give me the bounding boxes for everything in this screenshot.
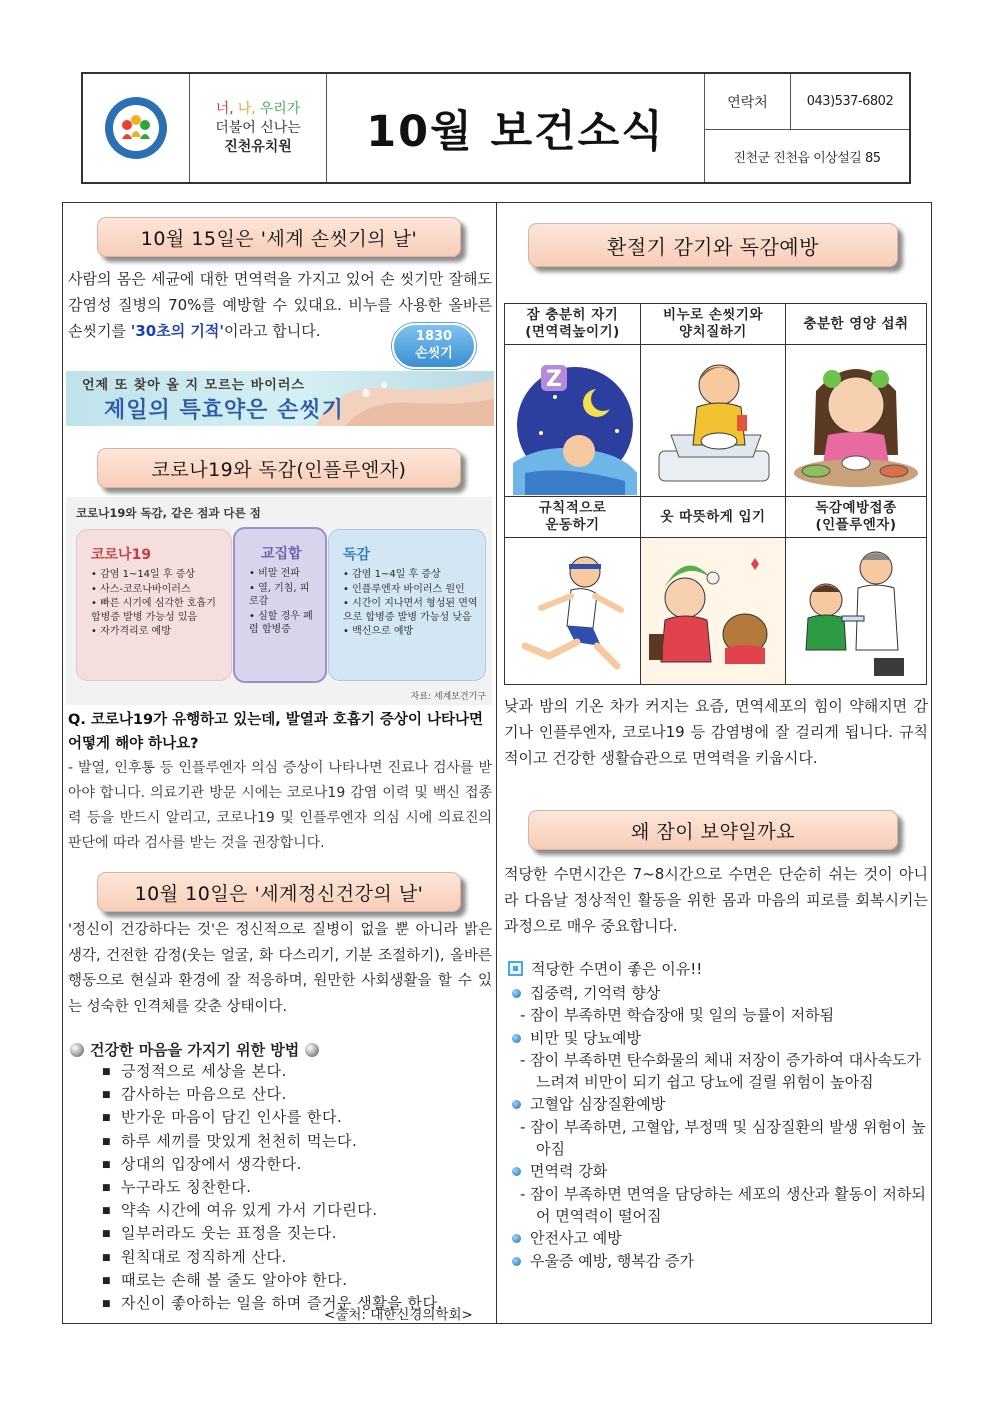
reason-title: 우울증 예방, 행복감 증가 — [508, 1250, 928, 1272]
cell-vaccination: 독감예방접종 (인플루엔자) — [786, 497, 926, 538]
covid-item: • 사스-코로나바이러스 — [91, 583, 225, 597]
badge-text: 손씻기 — [415, 346, 453, 361]
flu-item: • 백신으로 예방 — [343, 625, 479, 639]
comparison-source: 자료: 세계보건기구 — [410, 692, 486, 702]
eating-icon — [786, 345, 926, 497]
warm-clothes-picture — [641, 538, 786, 684]
eating-child-picture — [786, 345, 926, 497]
reason-title: 비만 및 당뇨예방 — [508, 1027, 928, 1049]
covid-item: • 감염 1~14일 후 증상 — [91, 568, 225, 582]
page-title: 10월 보건소식 — [327, 74, 705, 182]
sleep-reasons-title: 적당한 수면이 좋은 이유!! — [531, 960, 703, 978]
slogan-line1 — [214, 100, 303, 119]
handwash-badge — [392, 323, 476, 369]
cell-nutrition: 충분한 영양 섭취 — [786, 304, 926, 345]
mind-list-title: 건강한 마음을 가지기 위한 방법 — [90, 1041, 300, 1059]
list-item: ■ 하루 세끼를 맛있게 천천히 먹는다. — [102, 1130, 443, 1153]
vaccination-picture — [786, 538, 926, 684]
reason-detail: - 잠이 부족하면 탄수화물의 체내 저장이 증가하여 대사속도가 느려져 비만이 되기 쉽고 당뇨에 걸릴 위험이 높아짐 — [520, 1050, 922, 1092]
list-item: ■ 약속 시간에 여유 있게 가서 기다린다. — [102, 1199, 443, 1222]
slogan-line3: 진천유치원 — [224, 138, 292, 155]
handwash-banner — [66, 371, 494, 426]
slogan-word-1: 너, — [215, 100, 234, 117]
mental-source: <출처: 대한신경의학회> — [324, 1307, 473, 1323]
covid-item: • 빠른 시기에 심각한 호흡기 합병증 발병 가능성 있음 — [91, 597, 225, 624]
prevention-grid — [504, 303, 927, 685]
banner-line1: 언제 또 찾아 올 지 모르는 바이러스 — [82, 378, 305, 393]
common-item: • 열, 기침, 피로감 — [249, 582, 319, 609]
slogan-word-2: 나, — [237, 100, 256, 117]
flu-box — [328, 529, 486, 681]
newsletter-header — [81, 72, 911, 184]
cell-exercise: 규칙적으로 운동하기 — [505, 497, 641, 538]
bullet-ball-icon — [70, 1043, 84, 1057]
zzz-text: Z — [546, 367, 562, 392]
checkbox-square-icon — [508, 961, 523, 976]
list-item: ■ 감사하는 마음으로 산다. — [102, 1083, 443, 1106]
cell-sleep: 잠 충분히 자기 (면역력높이기) — [505, 304, 641, 345]
list-item: ■ 때로는 손해 볼 줄도 알아야 한다. — [102, 1269, 443, 1292]
list-item: ■ 일부러라도 웃는 표정을 짓는다. — [102, 1222, 443, 1245]
flu-box-title: 독감 — [343, 547, 371, 563]
covid-heading: 코로나19와 독감(인플루엔자) — [97, 448, 461, 488]
sleep-reasons-list — [508, 982, 928, 1272]
flu-item: • 인플루엔자 바이러스 원인 — [343, 583, 479, 597]
warm-clothes-icon — [641, 538, 786, 684]
flu-item: • 감염 1~4일 후 증상 — [343, 568, 479, 582]
covid-item: • 자가격리로 예방 — [91, 625, 225, 639]
sleeping-icon — [505, 345, 641, 497]
vaccination-icon — [786, 538, 926, 684]
bullet-ball-icon — [305, 1043, 319, 1057]
slogan-word-3: 우리가 — [259, 100, 301, 117]
mental-heading: 10월 10일은 '세계정신건강의 날' — [97, 872, 461, 912]
mind-list-heading — [70, 1039, 319, 1060]
list-item: ■ 긍정적으로 세상을 본다. — [102, 1060, 443, 1083]
common-box — [233, 527, 327, 683]
cell-warm-clothes: 옷 따뜻하게 입기 — [641, 497, 786, 538]
badge-number: 1830 — [415, 329, 453, 344]
comparison-title: 코로나19와 독감, 같은 점과 다른 점 — [76, 506, 261, 520]
contact-cell — [705, 74, 909, 182]
reason-title: 집중력, 기억력 향상 — [508, 982, 928, 1004]
common-item: • 비말 전파 — [249, 567, 319, 581]
cell-handwash: 비누로 손씻기와 양치질하기 — [641, 304, 786, 345]
covid-answer: - 발열, 인후통 등 인플루엔자 의심 증상이 나타나면 진료나 검사를 받아야 합니다. 의료기관 방문 시에는 코로나19 감염 이력 및 백신 접종력 등을 반드시 알리고, 코로나19 및 인플루엔자 의심 시에 의료진의 판단에 따라 검사를 받는 것을 권장합니다. — [68, 760, 492, 851]
reason-detail: - 잠이 부족하면 학습장애 및 일의 능률이 저하됨 — [520, 1006, 835, 1025]
cold-body: 낮과 밤의 기온 차가 커지는 요즘, 면역세포의 힘이 약해지면 감기나 인플루엔자, 코로나19 등 감염병에 잘 걸리게 됩니다. 규칙적이고 건강한 생활습관으로 면역력을 키웁시다. — [504, 697, 928, 767]
handwash-body-text: 사람의 몸은 세균에 대한 면역력을 가지고 있어 손 씻기만 잘해도 감염성 질병의 70%를 예방할 수 있대요. 비누를 사용한 올바른 손씻기를 — [68, 270, 492, 340]
sleep-reasons-heading — [508, 958, 702, 979]
sleeping-child-picture — [505, 345, 641, 497]
handwashing-child-picture — [641, 345, 786, 497]
covid-box-title: 코로나19 — [91, 547, 152, 563]
common-item: • 심할 경우 폐렴 합병증 — [249, 610, 319, 637]
list-item: ■ 자신이 좋아하는 일을 하며 즐거운 생활을 한다. — [102, 1292, 443, 1315]
reason-title: 안전사고 예방 — [508, 1227, 928, 1249]
cold-heading: 환절기 감기와 독감예방 — [528, 223, 898, 267]
handwashing-icon — [641, 345, 786, 497]
handwash-highlight: '30초의 기적' — [130, 322, 224, 340]
slogan-cell — [190, 74, 327, 182]
slogan-line2: 더불어 신나는 — [215, 119, 301, 136]
common-box-title: 교집합 — [261, 546, 302, 562]
running-icon — [505, 538, 641, 684]
list-item: ■ 상대의 입장에서 생각한다. — [102, 1153, 443, 1176]
mind-list — [102, 1060, 443, 1315]
covid-box — [76, 529, 232, 681]
kindergarten-logo-icon — [103, 95, 169, 161]
reason-title: 고혈압 심장질환예방 — [508, 1093, 928, 1115]
list-item: ■ 누구라도 칭찬한다. — [102, 1176, 443, 1199]
reason-title: 면역력 강화 — [508, 1160, 928, 1182]
logo-cell — [83, 74, 190, 182]
reason-detail: - 잠이 부족하면 면역을 담당하는 세포의 생산과 활동이 저하되어 면역력이 떨어짐 — [520, 1184, 926, 1225]
contact-phone: 043)537-6802 — [806, 94, 894, 109]
list-item: ■ 원칙대로 정직하게 산다. — [102, 1246, 443, 1269]
handwash-body-end: 이라고 합니다. — [223, 322, 321, 340]
sleep-body: 적당한 수면시간은 7~8시간으로 수면은 단순히 쉬는 것이 아니라 다음날 정상적인 활동을 위한 몸과 마음의 피로를 회복시키는 과정으로 매우 중요합니다. — [504, 865, 928, 935]
sleep-heading: 왜 잠이 보약일까요 — [528, 810, 898, 850]
mental-body: '정신이 건강하다는 것'은 정신적으로 질병이 없을 뿐 아니라 밝은 생각, 건전한 감정(웃는 얼굴, 화 다스리기, 기분 조절하기), 올바른 행동으로 현실과 환경에 잘 적응하며, 원만한 사회생활을 할 수 있는 성숙한 인격체를 갖춘 상태이다. — [68, 922, 492, 1015]
covid-flu-comparison — [66, 497, 492, 705]
list-item: ■ 반가운 마음이 담긴 인사를 한다. — [102, 1106, 443, 1129]
flu-item: • 시간이 지나면서 형성된 면역으로 합병증 발병 가능성 낮음 — [343, 597, 479, 624]
running-child-picture — [505, 538, 641, 684]
column-divider — [496, 202, 497, 1324]
banner-line2: 제일의 특효약은 손씻기 — [104, 398, 344, 423]
covid-question: Q. 코로나19가 유행하고 있는데, 발열과 호흡기 증상이 나타나면 어떻게 해야 하나요? — [68, 712, 484, 752]
reason-detail: - 잠이 부족하면, 고혈압, 부정맥 및 심장질환의 발생 위험이 높아짐 — [520, 1117, 926, 1159]
handwash-heading: 10월 15일은 '세계 손씻기의 날' — [97, 217, 461, 257]
contact-label: 연락처 — [705, 74, 791, 129]
address: 진천군 진천읍 이상설길 85 — [733, 150, 881, 166]
